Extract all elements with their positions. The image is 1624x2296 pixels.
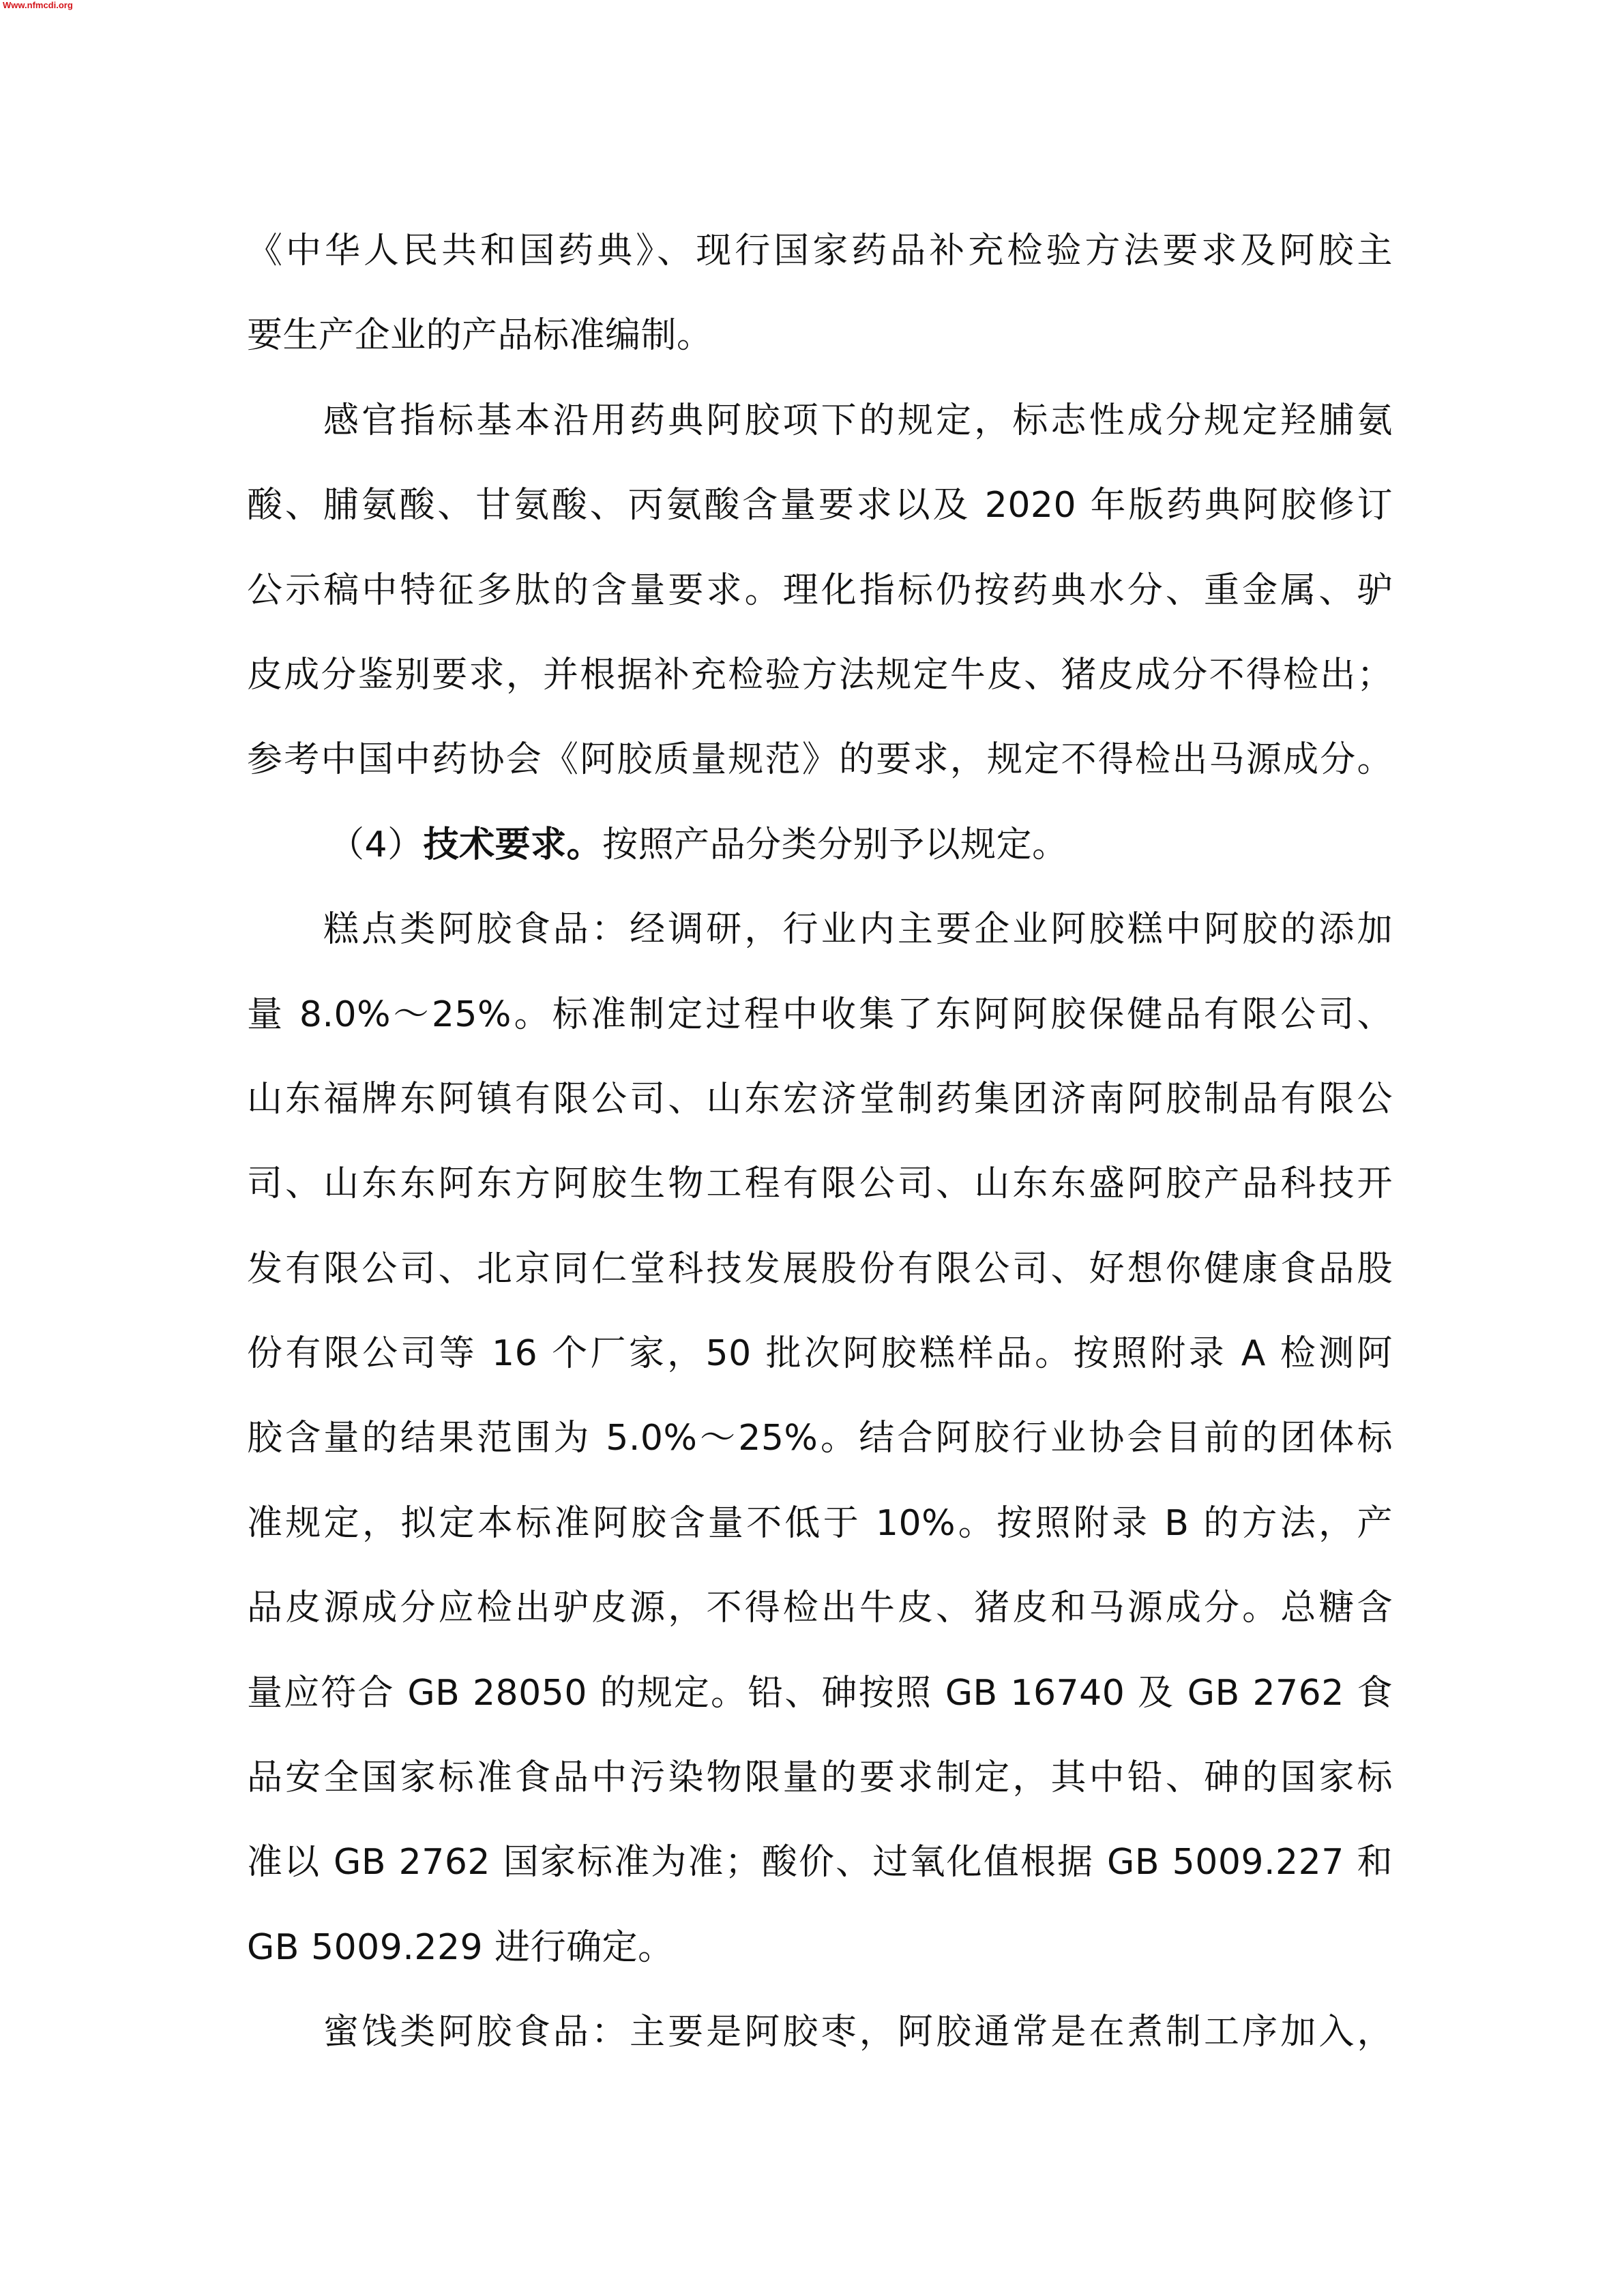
- text-line: 《中华人民共和国药典》、现行国家药品补充检验方法要求及阿胶主: [247, 230, 1393, 271]
- watermark-text: Www.nfmcdi.org: [3, 0, 73, 10]
- text-line: 酸、脯氨酸、甘氨酸、丙氨酸含量要求以及 2020 年版药典阿胶修订: [247, 485, 1393, 526]
- text-line: GB 5009.229 进行确定。: [247, 1926, 674, 1968]
- text-line: 品皮源成分应检出驴皮源，不得检出牛皮、猪皮和马源成分。总糖含: [247, 1587, 1393, 1629]
- paragraph-first-line: 糕点类阿胶食品：经调研，行业内主要企业阿胶糕中阿胶的添加: [323, 909, 1393, 951]
- section-text: 按照产品分类分别予以规定。: [602, 824, 1068, 865]
- text-line: 量应符合 GB 28050 的规定。铅、砷按照 GB 16740 及 GB 2762 食: [247, 1672, 1393, 1714]
- text-line: 发有限公司、北京同仁堂科技发展股份有限公司、好想你健康食品股: [247, 1248, 1393, 1289]
- text-line: 品安全国家标准食品中污染物限量的要求制定，其中铅、砷的国家标: [247, 1757, 1393, 1799]
- text-line: 山东福牌东阿镇有限公司、山东宏济堂制药集团济南阿胶制品有限公: [247, 1078, 1393, 1120]
- text-line: 量 8.0%～25%。标准制定过程中收集了东阿阿胶保健品有限公司、: [247, 994, 1393, 1035]
- text-line: 皮成分鉴别要求，并根据补充检验方法规定牛皮、猪皮成分不得检出；: [247, 654, 1393, 696]
- text-line: 参考中国中药协会《阿胶质量规范》的要求，规定不得检出马源成分。: [247, 739, 1393, 781]
- section-title: 技术要求。: [423, 824, 603, 865]
- text-line: 准规定，拟定本标准阿胶含量不低于 10%。按照附录 B 的方法，产: [247, 1502, 1393, 1544]
- paragraph-first-line: 感官指标基本沿用药典阿胶项下的规定，标志性成分规定羟脯氨: [323, 400, 1393, 441]
- paragraph-first-line: 蜜饯类阿胶食品：主要是阿胶枣，阿胶通常是在煮制工序加入，: [323, 2012, 1393, 2053]
- text-line: 公示稿中特征多肽的含量要求。理化指标仍按药典水分、重金属、驴: [247, 569, 1393, 611]
- section-heading-line: [247, 803, 1393, 887]
- section-number: （4）: [329, 824, 424, 865]
- text-line: 要生产企业的产品标准编制。: [247, 315, 713, 357]
- text-line: 司、山东东阿东方阿胶生物工程有限公司、山东东盛阿胶产品科技开: [247, 1163, 1393, 1205]
- text-line: 胶含量的结果范围为 5.0%～25%。结合阿胶行业协会目前的团体标: [247, 1418, 1393, 1459]
- text-line: 份有限公司等 16 个厂家，50 批次阿胶糕样品。按照附录 A 检测阿: [247, 1333, 1393, 1375]
- text-line: 准以 GB 2762 国家标准为准；酸价、过氧化值根据 GB 5009.227 和: [247, 1842, 1393, 1883]
- document-body: [247, 209, 1393, 2075]
